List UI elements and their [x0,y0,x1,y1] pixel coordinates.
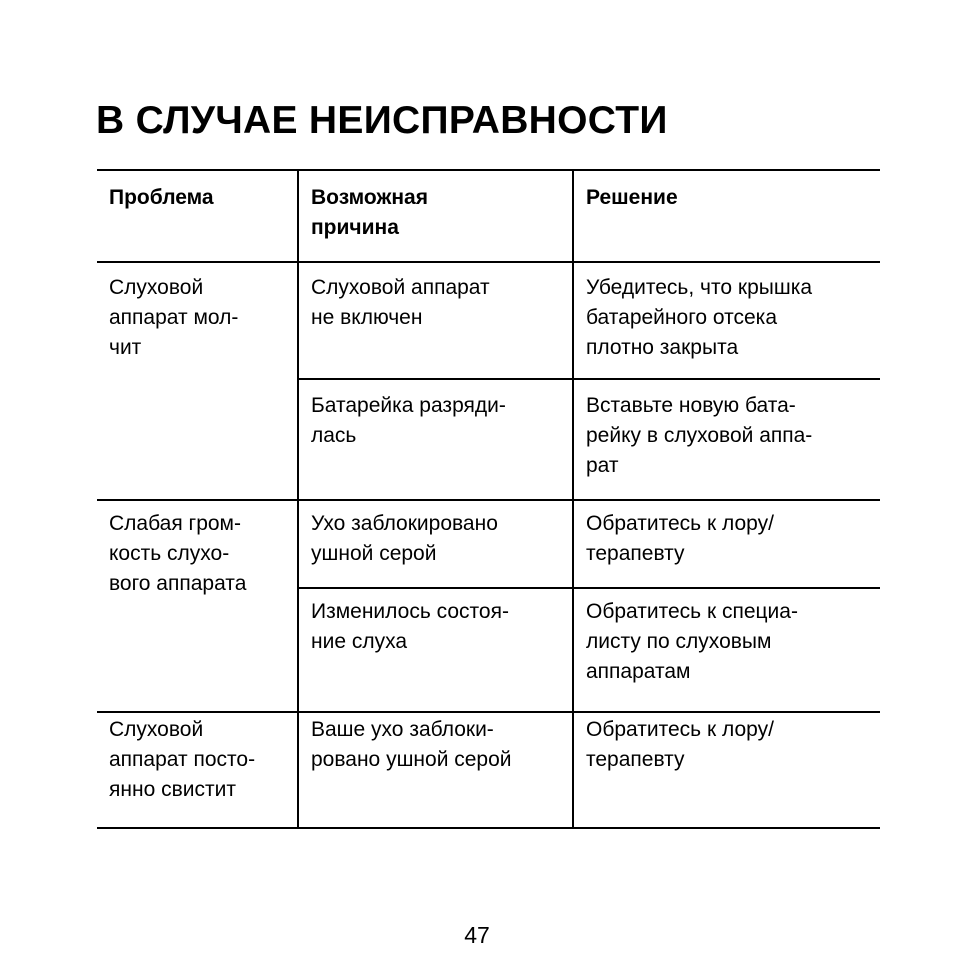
cell-solution-2-2-line-1: Обратитесь к специа- [586,600,798,624]
cell-solution-2-2 [573,585,880,703]
table-rule-bottom [97,827,880,829]
cell-cause-2-1-line-1: Ухо заблокировано [311,512,498,536]
cell-cause-1-2 [298,379,573,497]
column-header-cause-line-2: причина [311,216,399,240]
table-rule-group2-top [97,499,880,501]
table-row [97,497,880,585]
cell-cause-1-1 [298,261,573,379]
cell-cause-2-1 [298,497,573,585]
cell-cause-3-1 [298,703,573,821]
column-header-cause-line-1: Возможная [311,186,428,209]
cell-problem-group-2-line-2: кость слухо- [109,542,230,566]
cell-cause-2-2-line-2: ние слуха [311,630,408,654]
cell-problem-group-3 [97,703,298,821]
cell-problem-group-1-line-3: чит [109,336,142,360]
cell-solution-3-1-line-2: терапевту [586,748,685,772]
cell-solution-1-1 [573,261,880,379]
cell-problem-group-1-line-1: Слуховой [109,276,204,300]
cell-problem-group-3-line-3: янно свистит [109,778,236,802]
column-header-solution-line-1: Решение [586,186,678,209]
table-header [97,169,880,261]
column-header-cause [298,169,573,261]
cell-cause-1-2-line-2: лась [311,424,357,448]
cell-problem-group-2-line-3: вого аппарата [109,572,247,596]
cell-problem-group-3-line-1: Слуховой [109,718,204,742]
page-title: В СЛУЧАЕ НЕИСПРАВНОСТИ [96,99,668,143]
cell-cause-1-1-line-1: Слуховой аппарат [311,276,490,300]
page-number: 47 [464,922,490,948]
cell-solution-2-2-line-2: листу по слуховым [586,630,772,654]
cell-cause-3-1-line-2: ровано ушной серой [311,748,512,772]
cell-solution-1-2-line-2: рейку в слуховой аппа- [586,424,813,448]
cell-problem-group-3-line-2: аппарат посто- [109,748,256,772]
table-header-row [97,169,880,261]
cell-solution-3-1 [573,703,880,821]
troubleshooting-table [97,169,880,821]
cell-cause-1-2-line-1: Батарейка разряди- [311,394,506,418]
column-header-solution [573,169,880,261]
cell-cause-2-2-line-1: Изменилось состоя- [311,600,509,624]
cell-problem-group-2-line-1: Слабая гром- [109,512,241,536]
table-body [97,261,880,821]
table-row [97,261,880,379]
cell-solution-2-1-line-1: Обратитесь к лору/ [586,512,774,536]
table-rule-top [97,169,880,171]
column-header-problem-line-1: Проблема [109,186,214,209]
cell-solution-2-2-line-3: аппаратам [586,660,691,684]
cell-cause-3-1-line-1: Ваше ухо заблоки- [311,718,494,742]
cell-problem-group-1 [97,261,298,497]
cell-cause-1-1-line-2: не включен [311,306,423,330]
cell-problem-group-2 [97,497,298,703]
cell-solution-1-1-line-3: плотно закрыта [586,336,739,360]
column-header-problem [97,169,298,261]
cell-solution-1-2-line-1: Вставьте новую бата- [586,394,796,418]
cell-cause-2-2 [298,585,573,703]
cell-solution-2-1-line-2: терапевту [586,542,685,566]
cell-cause-2-1-line-2: ушной серой [311,542,437,566]
table-row [97,703,880,821]
cell-solution-1-1-line-1: Убедитесь, что крышка [586,276,813,300]
cell-solution-3-1-line-1: Обратитесь к лору/ [586,718,774,742]
cell-solution-1-2 [573,379,880,497]
table-rule-header-bottom [97,261,880,263]
cell-solution-1-1-line-2: батарейного отсека [586,306,778,330]
table-rule-group1-inner [298,378,880,380]
cell-problem-group-1-line-2: аппарат мол- [109,306,239,330]
cell-solution-2-1 [573,497,880,585]
table-vrule-col2-col3 [572,169,574,829]
cell-solution-1-2-line-3: рат [586,454,619,478]
table-rule-group2-inner [298,587,880,589]
table-rule-group3-top [97,711,880,713]
table-vrule-col1-col2 [297,169,299,829]
